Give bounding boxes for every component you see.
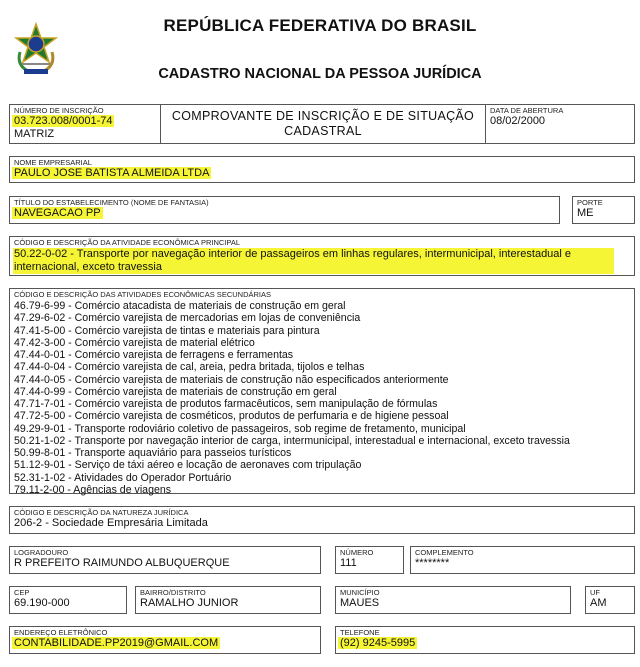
complemento-label: COMPLEMENTO	[415, 548, 474, 557]
municipio-box	[335, 586, 571, 614]
list-item: 52.31-1-02 - Atividades do Operador Portuário	[14, 471, 232, 484]
cep-value: 69.190-000	[14, 597, 70, 609]
nome-box	[9, 156, 635, 183]
fantasia-value: NAVEGACAO PP	[14, 207, 101, 219]
list-item: 47.29-6-02 - Comércio varejista de mercadorias em lojas de conveniência	[14, 312, 361, 325]
natureza-value: 206-2 - Sociedade Empresária Limitada	[14, 517, 208, 529]
numero-value: 111	[340, 557, 357, 569]
email-value: CONTABILIDADE.PP2019@GMAIL.COM	[14, 637, 219, 649]
logradouro-box	[9, 546, 321, 574]
atividade-principal-line1: 50.22-0-02 - Transporte por navegação interior de passageiros em linhas regulares, intermunicipal, interestadual e	[14, 248, 572, 260]
list-item: 47.44-0-01 - Comércio varejista de ferragens e ferramentas	[14, 349, 294, 361]
numero-box	[335, 546, 404, 574]
list-item: 47.44-0-04 - Comércio varejista de cal, areia, pedra britada, tijolos e telhas	[14, 361, 365, 374]
nome-value: PAULO JOSE BATISTA ALMEIDA LTDA	[14, 167, 210, 179]
list-item: 47.44-0-99 - Comércio varejista de materiais de construção em geral	[14, 385, 337, 398]
cep-label: CEP	[14, 588, 30, 597]
atividade-principal-label: CÓDIGO E DESCRIÇÃO DA ATIVIDADE ECONÔMICA PRINCIPAL	[14, 238, 241, 247]
list-item: 49.29-9-01 - Transporte rodoviário coletivo de passageiros, sob regime de fretamento, municipal	[14, 422, 466, 435]
comprovante-line1: COMPROVANTE DE INSCRIÇÃO E DE SITUAÇÃO	[171, 109, 475, 123]
inscricao-value: 03.723.008/0001-74	[14, 115, 113, 127]
fantasia-label: TÍTULO DO ESTABELECIMENTO (NOME DE FANTASIA)	[14, 198, 209, 207]
inscricao-box	[9, 104, 161, 144]
atividade-principal-box	[9, 236, 635, 276]
uf-box	[585, 586, 635, 614]
municipio-value: MAUES	[340, 597, 380, 609]
natureza-box	[9, 506, 635, 534]
telefone-label: TELEFONE	[340, 628, 380, 637]
logradouro-value: R PREFEITO RAIMUNDO ALBUQUERQUE	[14, 557, 230, 569]
inscricao-tipo: MATRIZ	[14, 128, 55, 140]
list-item: 51.12-9-01 - Serviço de táxi aéreo e locação de aeronaves com tripulação	[14, 459, 362, 472]
list-item: 47.44-0-05 - Comércio varejista de materiais de construção não especificados anteriormente	[14, 373, 449, 386]
natureza-label: CÓDIGO E DESCRIÇÃO DA NATUREZA JURÍDICA	[14, 508, 189, 517]
telefone-value: (92) 9245-5995	[340, 637, 416, 649]
comprovante-line2: CADASTRAL	[284, 124, 362, 138]
comprovante-box	[160, 104, 486, 144]
complemento-value: ********	[415, 557, 450, 569]
list-item: 79.11-2-00 - Agências de viagens	[14, 483, 172, 496]
numero-label: NÚMERO	[340, 548, 374, 557]
list-item: 50.21-1-02 - Transporte por navegação interior de carga, intermunicipal, interestadual e internacional, exceto travessia	[14, 434, 570, 447]
bairro-value: RAMALHO JUNIOR	[140, 597, 239, 609]
abertura-label: DATA DE ABERTURA	[490, 106, 564, 115]
bairro-box	[135, 586, 321, 614]
abertura-box	[485, 104, 635, 144]
list-item: 47.41-5-00 - Comércio varejista de tintas e materiais para pintura	[14, 324, 320, 337]
inscricao-label: NÚMERO DE INSCRIÇÃO	[14, 106, 104, 115]
nome-label: NOME EMPRESARIAL	[14, 158, 92, 167]
fantasia-box	[9, 196, 560, 224]
abertura-value: 08/02/2000	[490, 115, 546, 127]
atividades-secundarias-label: CÓDIGO E DESCRIÇÃO DAS ATIVIDADES ECONÔMICAS SECUNDÁRIAS	[14, 290, 271, 299]
list-item: 50.99-8-01 - Transporte aquaviário para passeios turísticos	[14, 447, 292, 459]
porte-box	[572, 196, 635, 224]
header-subtitle: CADASTRO NACIONAL DA PESSOA JURÍDICA	[158, 66, 482, 82]
logradouro-label: LOGRADOURO	[14, 548, 69, 557]
list-item: 47.72-5-00 - Comércio varejista de cosméticos, produtos de perfumaria e de higiene pessoal	[14, 410, 449, 423]
cep-box	[9, 586, 127, 614]
telefone-box	[335, 626, 635, 654]
uf-label: UF	[590, 588, 600, 597]
complemento-box	[410, 546, 635, 574]
list-item: 46.79-6-99 - Comércio atacadista de materiais de construção em geral	[14, 300, 346, 312]
email-box	[9, 626, 321, 654]
municipio-label: MUNICÍPIO	[340, 588, 380, 597]
uf-value: AM	[590, 597, 607, 609]
email-label: ENDEREÇO ELETRÔNICO	[14, 628, 108, 637]
list-item: 47.42-3-00 - Comércio varejista de material elétrico	[14, 336, 255, 349]
atividade-principal-line2: internacional, exceto travessia	[14, 261, 162, 273]
list-item: 47.71-7-01 - Comércio varejista de produtos farmacêuticos, sem manipulação de fórmulas	[14, 398, 438, 410]
bairro-label: BAIRRO/DISTRITO	[140, 588, 206, 597]
atividades-secundarias-box	[9, 288, 635, 494]
porte-label: PORTE	[577, 198, 603, 207]
header-title: REPÚBLICA FEDERATIVA DO BRASIL	[163, 16, 477, 35]
porte-value: ME	[577, 207, 594, 219]
